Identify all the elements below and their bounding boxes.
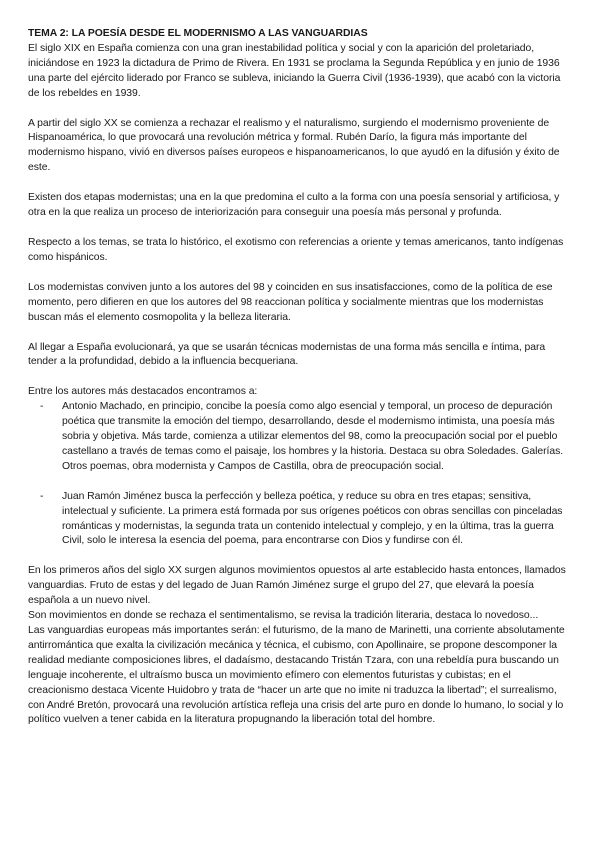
authors-list bbox=[28, 400, 574, 549]
list-item-antonio-machado: - Antonio Machado, en principio, concibe la poesía como algo esencial y temporal, un proceso de depuración poética que transmite la emoción del tiempo, desarrollando, desde el modernismo intimista, una poesía más sobria y objetiva. Más tarde, comienza a utilizar elementos del 98, como la preocupación social por el pueblo castellano a través de temas como el paisaje, los hombres y la historia. Destaca su obra Soledades. Galerías. Otros poemas, obra modernista y Campos de Castilla, obra de preocupación social. bbox=[28, 400, 574, 475]
paragraph-modernism-in-spain: Al llegar a España evolucionará, ya que se usarán técnicas modernistas de una forma más sencilla e íntima, para tender a la profundidad, debido a la influencia becqueriana. bbox=[28, 341, 546, 368]
paragraph-modernism-origin: A partir del siglo XX se comienza a rechazar el realismo y el naturalismo, surgiendo el modernismo proveniente de Hispanoamérica, lo que provocará una revolución métrica y formal. Rubén Darío, la figura más importante del modernismo hispano, vivió en diversos países europeos e hispanoamericanos, lo que ayudó en la difusión y éxito de este. bbox=[28, 117, 560, 174]
paragraph-authors-intro: Entre los autores más destacados encontramos a: bbox=[28, 386, 258, 398]
paragraph-generation-98: Los modernistas conviven junto a los autores del 98 y coinciden en sus insatisfacciones, como de la política de ese momento, pero difieren en que los autores del 98 reaccionan política y socialmente mientras que los modernistas buscan más el elemento cosmopolita y la belleza literaria. bbox=[28, 281, 553, 323]
paragraph-historical-context: El siglo XIX en España comienza con una gran inestabilidad política y social y con la aparición del proletariado, iniciándose en 1923 la dictadura de Primo de Rivera. En 1931 se proclama la Segunda República y en junio de 1936 una parte del ejército liderado por Franco se subleva, iniciando la Guerra Civil (1936-1939), que acabó con la victoria de los rebeldes en 1939. bbox=[28, 42, 561, 99]
paragraph-vanguards-traits: Son movimientos en donde se rechaza el sentimentalismo, se revisa la tradición literaria, destaca lo novedoso... bbox=[28, 610, 539, 622]
paragraph-themes: Respecto a los temas, se trata lo histórico, el exotismo con referencias a oriente y temas americanos, tanto indígenas como hispánicos. bbox=[28, 236, 564, 263]
document-title: TEMA 2: LA POESÍA DESDE EL MODERNISMO A LAS VANGUARDIAS bbox=[28, 28, 368, 39]
paragraph-vanguards-intro: En los primeros años del siglo XX surgen algunos movimientos opuestos al arte establecido hasta entonces, llamados vanguardias. Fruto de estas y del legado de Juan Ramón Jiménez surge el grupo del 27, que elevará la poesía española a un nuevo nivel. bbox=[28, 565, 566, 607]
document-page bbox=[28, 27, 574, 728]
paragraph-modernist-stages: Existen dos etapas modernistas; una en la que predomina el culto a la forma con una poesía sensorial y artificiosa, y otra en la que realiza un proceso de interiorización para conseguir una poesía más personal y profunda. bbox=[28, 192, 560, 219]
paragraph-vanguards-list: Las vanguardias europeas más importantes serán: el futurismo, de la mano de Marinetti, una corriente absolutamente antirromántica que exalta la civilización mecánica y técnica, el cubismo, con Apollinaire, se propone descomponer la realidad mediante composiciones libres, el dadaísmo, destacando Tristán Tzara, con una rebeldía pura buscando un lenguaje incoherente, el ultraísmo busca un movimiento efímero con elementos futuristas y cubistas; en el creacionismo destaca Vicente Huidobro y trata de “hacer un arte que no imite ni traduzca la libertad”; el surrealismo, con André Bretón, provocará una revolución artística refleja una crisis del arte puro en donde lo humano, lo social y lo político vuelven a tener cabida en la literatura propugnando la liberación total del hombre. bbox=[28, 625, 565, 726]
list-item-juan-ramon-jimenez: - Juan Ramón Jiménez busca la perfección y belleza poética, y reduce su obra en tres etapas; sensitiva, intelectual y suficiente. La primera está formada por sus orígenes poéticos con obras sencillas con pinceladas románticas y modernistas, la segunda trata un contenido intelectual y complejo, y en la última, tras la guerra Civil, solo le interesa la esencia del poema, para encontrarse con Dios y fundirse con él. bbox=[28, 490, 574, 550]
